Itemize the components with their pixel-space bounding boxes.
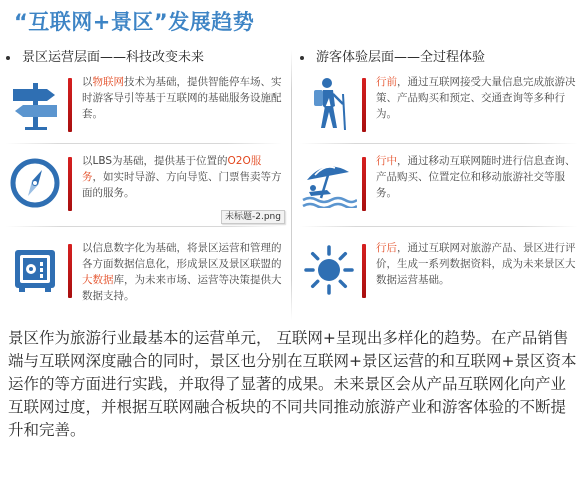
- item-text: 行中，通过移动互联网随时进行信息查询、产品购买、位置定位和移动旅游社交等服务。: [376, 155, 576, 199]
- divider: [6, 226, 282, 227]
- signpost-icon: [6, 74, 64, 134]
- bullet-icon: [6, 56, 10, 60]
- divider: [6, 143, 282, 144]
- highlight-text: 大数据: [82, 274, 114, 286]
- left-item-3: [6, 240, 288, 320]
- right-item-2: [300, 153, 582, 233]
- right-item-1: [300, 74, 582, 154]
- highlight-text: O2O服务: [82, 155, 262, 183]
- highlight-text: 物联网: [92, 76, 124, 88]
- item-text: 行后，通过互联网对旅游产品、景区进行评价，生成一系列数据资料，成为未来景区大数据运营基础。: [376, 242, 576, 286]
- divider: [300, 143, 578, 144]
- accent-bar: [362, 244, 366, 298]
- summary-paragraph: 景区作为旅游行业最基本的运营单元， 互联网+呈现出多样化的趋势。在产品销售端与互联网深度融合的同时，景区也分别在互联网+景区运营的和互联网+景区资本运作的等方面进行实践，并取得了显著的成果。未来景区会从产品互联网化向产业互联网过度，并根据互联网融合板块的不同共同推动旅游产业和游客体验的不断提升和完善。: [8, 329, 577, 439]
- item-text: 以LBS为基础，提供基于位置的O2O服务，如实时导游、方向导览、门票售卖等方面的服务。: [82, 155, 282, 199]
- beach-umbrella-icon: [300, 153, 358, 213]
- highlight-text: 行前: [376, 76, 397, 88]
- accent-bar: [68, 244, 72, 298]
- highlight-text: 行后: [376, 242, 397, 254]
- accent-bar: [68, 78, 72, 132]
- highlight-text: 行中: [376, 155, 397, 167]
- item-text: 行前，通过互联网接受大量信息完成旅游决策、产品购买和预定、交通查询等多种行为。: [376, 76, 576, 120]
- divider: [300, 226, 578, 227]
- image-filename-tag: 未标题-2.png: [221, 210, 285, 224]
- bullet-icon: [300, 56, 304, 60]
- item-text: 以物联网技术为基础，提供智能停车场、实时游客导引等基于互联网的基础服务设施配套。: [82, 76, 282, 120]
- column-divider: [291, 50, 292, 320]
- left-column-heading: 景区运营层面——科技改变未来: [6, 46, 204, 65]
- compass-icon: [6, 153, 64, 213]
- right-column-heading: 游客体验层面——全过程体验: [300, 46, 485, 65]
- item-text: 以信息数字化为基础，将景区运营和管理的各方面数据信息化，形成景区及景区联盟的大数据库，为未来市场、运营等决策提供大数据支持。: [82, 242, 282, 302]
- accent-bar: [362, 157, 366, 211]
- accent-bar: [68, 157, 72, 211]
- sun-icon: [300, 240, 358, 300]
- accent-bar: [362, 78, 366, 132]
- hiker-icon: [300, 74, 358, 134]
- right-item-3: [300, 240, 582, 320]
- left-item-1: [6, 74, 286, 154]
- safe-icon: [6, 240, 64, 300]
- page-title: “互联网+景区”发展趋势: [14, 10, 255, 34]
